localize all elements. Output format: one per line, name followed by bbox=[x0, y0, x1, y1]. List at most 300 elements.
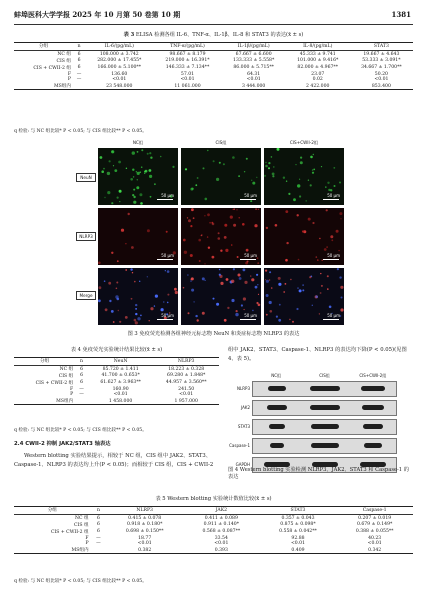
cell-dot bbox=[161, 308, 164, 311]
cell-dot bbox=[312, 305, 313, 306]
table-cell: 6 bbox=[77, 58, 81, 64]
table3-caption-no: 表 3 bbox=[123, 32, 135, 38]
table-cell: 0.393 bbox=[214, 547, 228, 553]
table-cell: 0.382 bbox=[138, 547, 152, 553]
cell-dot bbox=[98, 262, 101, 265]
figure3-panel-grid bbox=[98, 148, 344, 325]
cell-dot bbox=[137, 179, 138, 180]
table-cell: 69.280 ± 1.848* bbox=[167, 373, 206, 379]
table5-header-cell: STAT3 bbox=[260, 507, 337, 515]
cell-dot bbox=[137, 172, 140, 175]
cell-dot bbox=[252, 310, 254, 312]
table-cell: 133.333 ± 5.558* bbox=[233, 58, 275, 64]
cell-dot bbox=[135, 313, 137, 315]
figure4-col-cis: CIS组 bbox=[319, 373, 330, 378]
figure4-col-nc: NC组 bbox=[271, 373, 282, 378]
cell-dot bbox=[224, 319, 227, 322]
table-cell: 23.07 bbox=[311, 71, 325, 77]
cell-dot bbox=[202, 277, 205, 280]
table-cell: 45.333 ± 9.741 bbox=[299, 51, 336, 57]
cell-dot bbox=[174, 288, 177, 291]
table-row bbox=[14, 83, 413, 90]
micrograph-panel bbox=[98, 148, 178, 205]
scale-bar-label: 50 μm bbox=[244, 313, 257, 318]
cell-dot bbox=[317, 259, 319, 261]
cell-dot bbox=[341, 297, 343, 299]
cell-dot bbox=[149, 175, 152, 178]
table3-header-cell: IL-1β/(pg/mL) bbox=[222, 43, 286, 51]
table3-caption bbox=[14, 31, 413, 38]
cell-dot bbox=[104, 197, 105, 198]
cell-dot bbox=[244, 309, 245, 310]
cell-dot bbox=[293, 198, 296, 201]
cell-dot bbox=[319, 313, 320, 314]
table-cell: 18.223 ± 0.328 bbox=[168, 366, 205, 372]
cell-dot bbox=[250, 275, 251, 276]
cell-dot bbox=[236, 310, 238, 312]
blot-row bbox=[237, 381, 397, 397]
table-cell: 6 bbox=[80, 380, 83, 386]
table-cell: — bbox=[96, 541, 101, 547]
cell-dot bbox=[278, 319, 281, 322]
table3-header-cell: TNF-α/(pg/mL) bbox=[153, 43, 221, 51]
table-cell: 0.698 ± 0.150** bbox=[125, 529, 164, 535]
table-cell: 1 458.000 bbox=[108, 398, 133, 404]
table-cell: 0.875 ± 0.098* bbox=[280, 522, 316, 528]
cell-dot bbox=[340, 218, 341, 219]
cell-dot bbox=[299, 179, 300, 180]
cell-dot bbox=[231, 299, 234, 302]
cell-dot bbox=[167, 294, 169, 296]
cell-dot bbox=[264, 175, 266, 177]
cell-dot bbox=[339, 276, 341, 278]
cell-dot bbox=[147, 153, 149, 155]
table-cell: 2 422.000 bbox=[306, 83, 330, 89]
blot-label: GAPDH bbox=[235, 462, 250, 467]
cell-dot bbox=[319, 238, 320, 239]
micrograph-panel bbox=[181, 148, 261, 205]
table4-caption: 表 4 免疫荧光实验统计结果比较(x̄ ± s) bbox=[70, 347, 163, 353]
cell-dot bbox=[239, 217, 240, 218]
cell-dot bbox=[135, 304, 137, 306]
table-cell: 241.50 bbox=[178, 386, 195, 392]
table5-header-cell: 分组 bbox=[14, 507, 91, 515]
table-cell: 282.000 ± 17.455* bbox=[97, 58, 142, 64]
blot-row bbox=[237, 419, 397, 435]
cell-dot bbox=[265, 270, 267, 272]
cell-dot bbox=[251, 180, 252, 181]
cell-dot bbox=[111, 252, 113, 254]
cell-dot bbox=[243, 297, 246, 300]
cell-dot bbox=[230, 216, 233, 219]
cell-dot bbox=[98, 299, 101, 302]
table-cell: 18.77 bbox=[138, 535, 152, 541]
table4-note: q 检验: 与 NC 组比较* P < 0.05; 与 CIS 组比较** P < 0.05。 bbox=[14, 428, 147, 433]
table-row bbox=[14, 365, 219, 372]
cell-dot bbox=[258, 304, 261, 307]
blot-band bbox=[269, 424, 285, 429]
table-cell: CIS + CWII-2 组 bbox=[35, 380, 74, 386]
cell-dot bbox=[300, 157, 302, 159]
cell-dot bbox=[128, 213, 130, 215]
cell-dot bbox=[213, 160, 215, 162]
cell-dot bbox=[238, 274, 241, 277]
cell-dot bbox=[265, 279, 266, 280]
cell-dot bbox=[107, 172, 110, 175]
table-cell: 853.400 bbox=[371, 83, 391, 89]
scale-bar bbox=[157, 199, 173, 200]
cell-dot bbox=[310, 156, 313, 159]
table-cell: F bbox=[85, 535, 89, 541]
cell-dot bbox=[237, 256, 239, 258]
cell-dot bbox=[247, 261, 249, 263]
cell-dot bbox=[333, 167, 335, 169]
cell-dot bbox=[308, 218, 311, 221]
cell-dot bbox=[278, 277, 281, 280]
cell-dot bbox=[107, 191, 110, 194]
table-cell: — bbox=[76, 71, 82, 77]
cell-dot bbox=[191, 277, 194, 280]
cell-dot bbox=[195, 315, 197, 317]
cell-dot bbox=[185, 168, 187, 170]
table-cell: 0.918 ± 0.180* bbox=[127, 522, 163, 528]
cell-dot bbox=[111, 202, 113, 204]
cell-dot bbox=[119, 201, 120, 202]
scale-bar-label: 50 μm bbox=[244, 193, 257, 198]
table-cell: 86.000 ± 5.715** bbox=[233, 65, 274, 71]
cell-dot bbox=[111, 310, 114, 313]
cell-dot bbox=[231, 280, 234, 283]
cell-dot bbox=[137, 317, 140, 320]
cell-dot bbox=[276, 316, 278, 318]
cell-dot bbox=[121, 229, 124, 232]
cell-dot bbox=[320, 273, 321, 274]
cell-dot bbox=[233, 268, 235, 270]
cell-dot bbox=[130, 178, 133, 181]
cell-dot bbox=[140, 315, 142, 317]
scale-bar-label: 50 μm bbox=[161, 313, 174, 318]
table-cell: 1 957.000 bbox=[174, 398, 198, 404]
blot-label: Caspase-1 bbox=[229, 443, 250, 448]
table-cell: 67.667 ± 6.600 bbox=[235, 51, 272, 57]
cell-dot bbox=[226, 278, 229, 281]
table-row bbox=[14, 522, 413, 529]
cell-dot bbox=[150, 196, 152, 198]
table-cell: 108.000 ± 3.742 bbox=[99, 51, 139, 57]
cell-dot bbox=[269, 279, 271, 281]
cell-dot bbox=[338, 250, 339, 251]
cell-dot bbox=[233, 208, 235, 210]
table-row bbox=[14, 50, 413, 57]
section-paragraph: Western blotting 实验结果提示，相较于 NC 组，CIS 组中 JAK2、STAT3、Caspase-1、NLRP3 的表达均上升(P < 0.05)；而相较于 CIS 组，CIS + CWII-2 bbox=[14, 453, 214, 468]
cell-dot bbox=[297, 287, 298, 288]
cell-dot bbox=[233, 224, 236, 227]
cell-dot bbox=[191, 289, 194, 292]
cell-dot bbox=[118, 161, 121, 164]
cell-dot bbox=[202, 312, 205, 315]
cell-dot bbox=[242, 223, 245, 226]
cell-dot bbox=[292, 321, 294, 323]
cell-dot bbox=[269, 271, 271, 273]
cell-dot bbox=[103, 168, 105, 170]
cell-dot bbox=[310, 184, 312, 186]
cell-dot bbox=[135, 308, 137, 310]
figure3-row-neun: NeuN bbox=[76, 173, 96, 182]
scale-bar bbox=[323, 199, 339, 200]
cell-dot bbox=[131, 246, 134, 249]
cell-dot bbox=[266, 294, 269, 297]
table-cell: 40.23 bbox=[368, 535, 382, 541]
micrograph-panel bbox=[181, 268, 261, 325]
cell-dot bbox=[223, 163, 225, 165]
cell-dot bbox=[329, 306, 332, 309]
table-cell: — bbox=[76, 77, 82, 83]
table-cell: MS组内 bbox=[71, 548, 89, 554]
header-rule bbox=[14, 24, 413, 25]
cell-dot bbox=[313, 169, 315, 171]
table-cell: 98.667 ± 8.179 bbox=[169, 51, 206, 57]
table-cell: <0.01 bbox=[290, 541, 306, 547]
cell-dot bbox=[327, 288, 329, 290]
cell-dot bbox=[149, 320, 150, 321]
cell-dot bbox=[187, 217, 188, 218]
figure4-col-cwii: CIS+CWII-2组 bbox=[359, 373, 387, 378]
table-row bbox=[14, 398, 219, 405]
table-cell: 146.333 ± 7.134** bbox=[165, 65, 210, 71]
table-cell: 92.88 bbox=[291, 535, 305, 541]
blot-row bbox=[240, 400, 397, 416]
cell-dot bbox=[236, 209, 237, 210]
cell-dot bbox=[136, 186, 139, 189]
cell-dot bbox=[268, 167, 270, 169]
cell-dot bbox=[139, 193, 142, 196]
cell-dot bbox=[204, 263, 205, 264]
table-cell: 0.388 ± 0.055** bbox=[355, 529, 394, 535]
cell-dot bbox=[125, 316, 128, 319]
cell-dot bbox=[131, 298, 133, 300]
cell-dot bbox=[195, 184, 197, 186]
table-cell: <0.01 bbox=[137, 541, 152, 547]
table-cell: NC 组 bbox=[74, 516, 89, 522]
cell-dot bbox=[285, 283, 287, 285]
table3-header-cell: STAT3 bbox=[350, 43, 413, 51]
table-cell: NC 组 bbox=[57, 52, 71, 58]
cell-dot bbox=[190, 225, 192, 227]
table3-note: q 检验: 与 NC 组比较* P < 0.05; 与 CIS 组比较** P < 0.05。 bbox=[14, 129, 147, 134]
table-cell: 0.415 ± 0.078 bbox=[128, 515, 162, 521]
figure4-col-labels bbox=[252, 367, 397, 379]
cell-dot bbox=[203, 167, 205, 169]
cell-dot bbox=[165, 270, 166, 271]
table-row bbox=[14, 379, 219, 386]
blot-band bbox=[364, 443, 382, 448]
cell-dot bbox=[187, 274, 189, 276]
table-cell: 219.000 ± 16.391* bbox=[165, 58, 210, 64]
cell-dot bbox=[227, 307, 229, 309]
cell-dot bbox=[137, 151, 139, 153]
table-cell: CIS 组 bbox=[58, 373, 74, 379]
cell-dot bbox=[113, 321, 115, 323]
cell-dot bbox=[298, 259, 300, 261]
cell-dot bbox=[133, 176, 134, 177]
cell-dot bbox=[141, 149, 143, 151]
blot-band bbox=[268, 386, 286, 391]
cell-dot bbox=[132, 169, 134, 171]
table-cell: <0.01 bbox=[374, 77, 389, 83]
cell-dot bbox=[190, 280, 191, 281]
cell-dot bbox=[117, 197, 119, 199]
right-column-text: 组中 JAK2、STAT3、Caspase-1、NLRP3 的表达均下降(P < 0.05)(见图 4、表 5)。 bbox=[228, 347, 407, 362]
cell-dot bbox=[268, 162, 270, 164]
table-cell: 23 548.000 bbox=[106, 83, 133, 89]
cell-dot bbox=[205, 280, 206, 281]
table-cell: 6 bbox=[77, 65, 81, 71]
table-cell: 64.31 bbox=[247, 71, 261, 77]
cell-dot bbox=[134, 281, 136, 283]
cell-dot bbox=[257, 284, 258, 285]
micrograph-panel bbox=[98, 268, 178, 325]
cell-dot bbox=[290, 279, 291, 280]
cell-dot bbox=[197, 177, 199, 179]
figure3-row-labels bbox=[76, 148, 98, 325]
table-cell: 0.568 ± 0.087** bbox=[202, 529, 241, 535]
cell-dot bbox=[160, 156, 162, 158]
cell-dot bbox=[140, 172, 141, 173]
cell-dot bbox=[297, 184, 300, 187]
cell-dot bbox=[132, 151, 135, 154]
cell-dot bbox=[337, 268, 339, 270]
cell-dot bbox=[105, 308, 108, 311]
cell-dot bbox=[265, 162, 266, 163]
cell-dot bbox=[266, 280, 269, 283]
table3-header-cell: n bbox=[73, 43, 85, 51]
table-cell: F bbox=[67, 71, 71, 77]
cell-dot bbox=[188, 219, 191, 222]
cell-dot bbox=[232, 156, 235, 159]
cell-dot bbox=[278, 283, 281, 286]
table5-header-cell: NLRP3 bbox=[106, 507, 183, 515]
table5-header-cell: JAK2 bbox=[183, 507, 260, 515]
blot-band bbox=[310, 405, 340, 410]
cell-dot bbox=[302, 284, 303, 285]
micrograph-panel bbox=[264, 208, 344, 265]
cell-dot bbox=[299, 195, 301, 197]
cell-dot bbox=[309, 276, 311, 278]
cell-dot bbox=[116, 282, 118, 284]
cell-dot bbox=[326, 209, 328, 211]
table-cell: P bbox=[67, 77, 71, 83]
cell-dot bbox=[235, 313, 238, 316]
table4-header-cell: NLRP3 bbox=[153, 358, 219, 366]
cell-dot bbox=[219, 269, 221, 271]
cell-dot bbox=[207, 150, 208, 151]
table-cell: 6 bbox=[97, 515, 100, 521]
cell-dot bbox=[269, 301, 272, 304]
table-cell bbox=[73, 83, 85, 90]
table5-header-row bbox=[14, 507, 413, 515]
cell-dot bbox=[172, 166, 174, 168]
blot-band bbox=[310, 386, 340, 391]
cell-dot bbox=[144, 173, 145, 174]
figure4 bbox=[229, 367, 397, 473]
cell-dot bbox=[147, 229, 150, 232]
scale-bar-label: 50 μm bbox=[244, 253, 257, 258]
cell-dot bbox=[166, 231, 168, 233]
scale-bar bbox=[240, 319, 256, 320]
table-row bbox=[14, 514, 413, 521]
table-cell: P bbox=[85, 541, 89, 547]
micrograph-panel bbox=[98, 208, 178, 265]
blot-band bbox=[363, 424, 383, 429]
cell-dot bbox=[334, 185, 336, 187]
table-cell: 82.000 ± 4.967** bbox=[297, 65, 339, 71]
cell-dot bbox=[330, 189, 332, 191]
figure3-row-nlrp3: NLRP3 bbox=[76, 232, 96, 241]
table3 bbox=[14, 42, 413, 90]
cell-dot bbox=[117, 260, 119, 262]
cell-dot bbox=[313, 154, 314, 155]
cell-dot bbox=[193, 217, 195, 219]
blot-band bbox=[361, 386, 385, 391]
cell-dot bbox=[119, 321, 121, 323]
cell-dot bbox=[126, 168, 127, 169]
table-cell: CIS + CWII-2 组 bbox=[50, 529, 89, 535]
cell-dot bbox=[141, 166, 143, 168]
blot-band bbox=[267, 405, 287, 410]
cell-dot bbox=[288, 193, 290, 195]
blot-band bbox=[362, 405, 384, 410]
cell-dot bbox=[270, 310, 273, 313]
table-cell: P bbox=[70, 392, 74, 398]
cell-dot bbox=[213, 298, 215, 300]
cell-dot bbox=[149, 169, 152, 172]
cell-dot bbox=[321, 285, 323, 287]
blot-band bbox=[311, 443, 339, 448]
table-cell: 0.911 ± 0.140* bbox=[203, 522, 240, 528]
table4-header-cell: n bbox=[75, 358, 88, 366]
cell-dot bbox=[243, 269, 246, 272]
cell-dot bbox=[320, 292, 322, 294]
cell-dot bbox=[246, 249, 249, 252]
table-row bbox=[14, 373, 219, 380]
cell-dot bbox=[212, 223, 215, 226]
table-row bbox=[14, 547, 413, 554]
cell-dot bbox=[207, 236, 208, 237]
figure3 bbox=[76, 140, 344, 325]
cell-dot bbox=[119, 190, 122, 193]
cell-dot bbox=[327, 275, 329, 277]
cell-dot bbox=[257, 262, 259, 264]
cell-dot bbox=[339, 212, 342, 215]
cell-dot bbox=[135, 321, 138, 324]
blot-band bbox=[311, 424, 339, 429]
cell-dot bbox=[184, 251, 187, 254]
journal-header: 蚌埠医科大学学报 2025 年 10 月第 50 卷第 10 期 bbox=[14, 10, 181, 19]
cell-dot bbox=[219, 274, 221, 276]
cell-dot bbox=[109, 300, 111, 302]
table3-caption-tail: x̄ ± s) bbox=[288, 32, 304, 38]
table-cell: <0.01 bbox=[367, 541, 382, 547]
cell-dot bbox=[277, 148, 280, 151]
cell-dot bbox=[204, 215, 205, 216]
table-cell: 85.720 ± 1.411 bbox=[102, 366, 139, 372]
table-cell: F bbox=[70, 386, 74, 392]
cell-dot bbox=[340, 315, 341, 316]
cell-dot bbox=[224, 224, 227, 227]
cell-dot bbox=[327, 182, 329, 184]
cell-dot bbox=[325, 186, 327, 188]
cell-dot bbox=[286, 181, 287, 182]
